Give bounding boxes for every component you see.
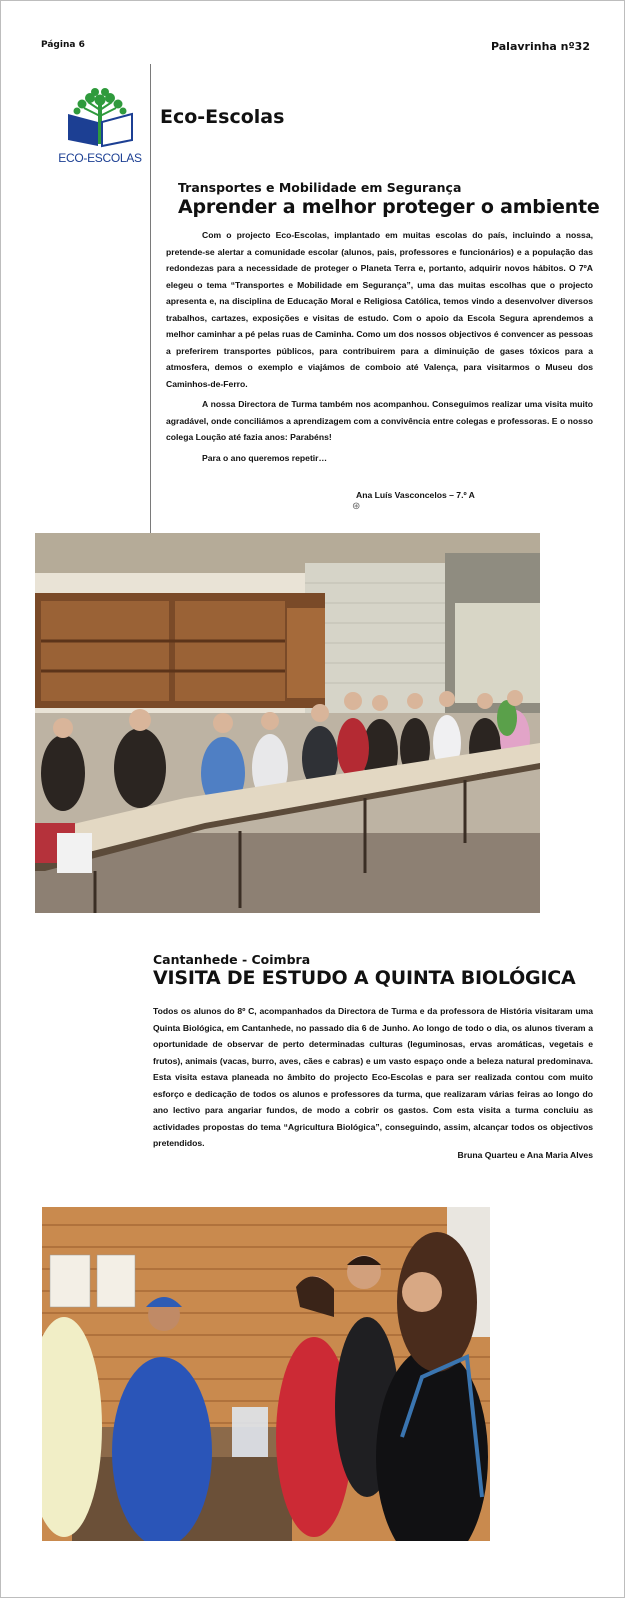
anchor-icon: ⊛ [352,501,361,512]
section-title: Eco-Escolas [160,106,285,128]
publication-title: Palavrinha nº32 [490,40,590,53]
article2-paragraph: Todos os alunos do 8º C, acompanhados da Directora de Turma e da professora de História visitaram uma Quinta Biológica, em Cantanhede, no passado dia 6 de Junho. Ao longo de todo o dia, os alunos tiveram a oportunidade de observar de perto determinadas culturas (leguminosas, ervas aromáticas, vegetais e frutos), animais (vacas, burro, aves, cães e cabras) e um vasto espaço onde a beleza natural predominava. Esta visita estava planeada no âmbito do projecto Eco-Escolas e para ser realizada contou com muito esforço e dedicação de todos os alunos e professores da turma, que realizaram várias feiras ao longo do ano lectivo para angariar fundos, de modo a cobrir os gastos. Com esta visita a turma concluiu as actividades propostas do tema “Agricultura Biológica”, conseguindo, assim, alcançar todos os objectivos pretendidos. [153,1006,593,1148]
article2-headline: VISITA DE ESTUDO A QUINTA BIOLÓGICA [153,967,576,989]
page-number: Página 6 [41,40,85,50]
article1-paragraph: Com o projecto Eco-Escolas, implantado em muitas escolas do país, incluindo a nossa, pretende-se alertar a comunidade escolar (alunos, pais, professores e funcionários) e a população das redondezas para a necessidade de proteger o Planeta Terra e, portanto, adquirir novos hábitos. O 7ºA elegeu o tema “Transportes e Mobilidade em Segurança”, uma das muitas escolhas que o projecto apresenta e, na disciplina de Educação Moral e Religiosa Católica, temos vindo a desenvolver diversos trabalhos, cartazes, exposições e visitas de estudo. Com o apoio da Escola Segura aprendemos a melhor caminhar a pé pelas ruas de Caminha. Como um dos nossos objectivos é convencer as pessoas a preferirem transportes públicos, para contribuirem para a diminuição de gases tóxicos para a atmosfera, demos o exemplo e viajámos de comboio até Valença, para visitarmos o Museu dos Caminhos-de-Ferro. [166,230,593,389]
article1-kicker: Transportes e Mobilidade em Segurança [178,180,462,195]
article2-body [153,1003,593,1152]
article1-paragraph: A nossa Directora de Turma também nos acompanhou. Conseguimos realizar uma visita muito agradável, onde conciliámos a aprendizagem com a convivência entre colegas e professoras. E o nosso colega Loução até fazia anos: Parabéns! [166,399,593,442]
article2-signature: Bruna Quarteu e Ana Maria Alves [457,1150,593,1160]
class-photo [35,533,540,913]
article1-body [166,227,593,466]
article1-paragraph: Para o ano queremos repetir… [202,452,328,463]
article1-headline: Aprender a melhor proteger o ambiente [178,196,600,218]
logo-wordmark: ECO-ESCOLAS [58,151,142,165]
column-divider [150,64,151,534]
article1-signature: Ana Luís Vasconcelos – 7.º A [356,490,475,500]
farm-visit-photo [42,1207,490,1541]
article2-kicker: Cantanhede - Coimbra [153,952,311,967]
